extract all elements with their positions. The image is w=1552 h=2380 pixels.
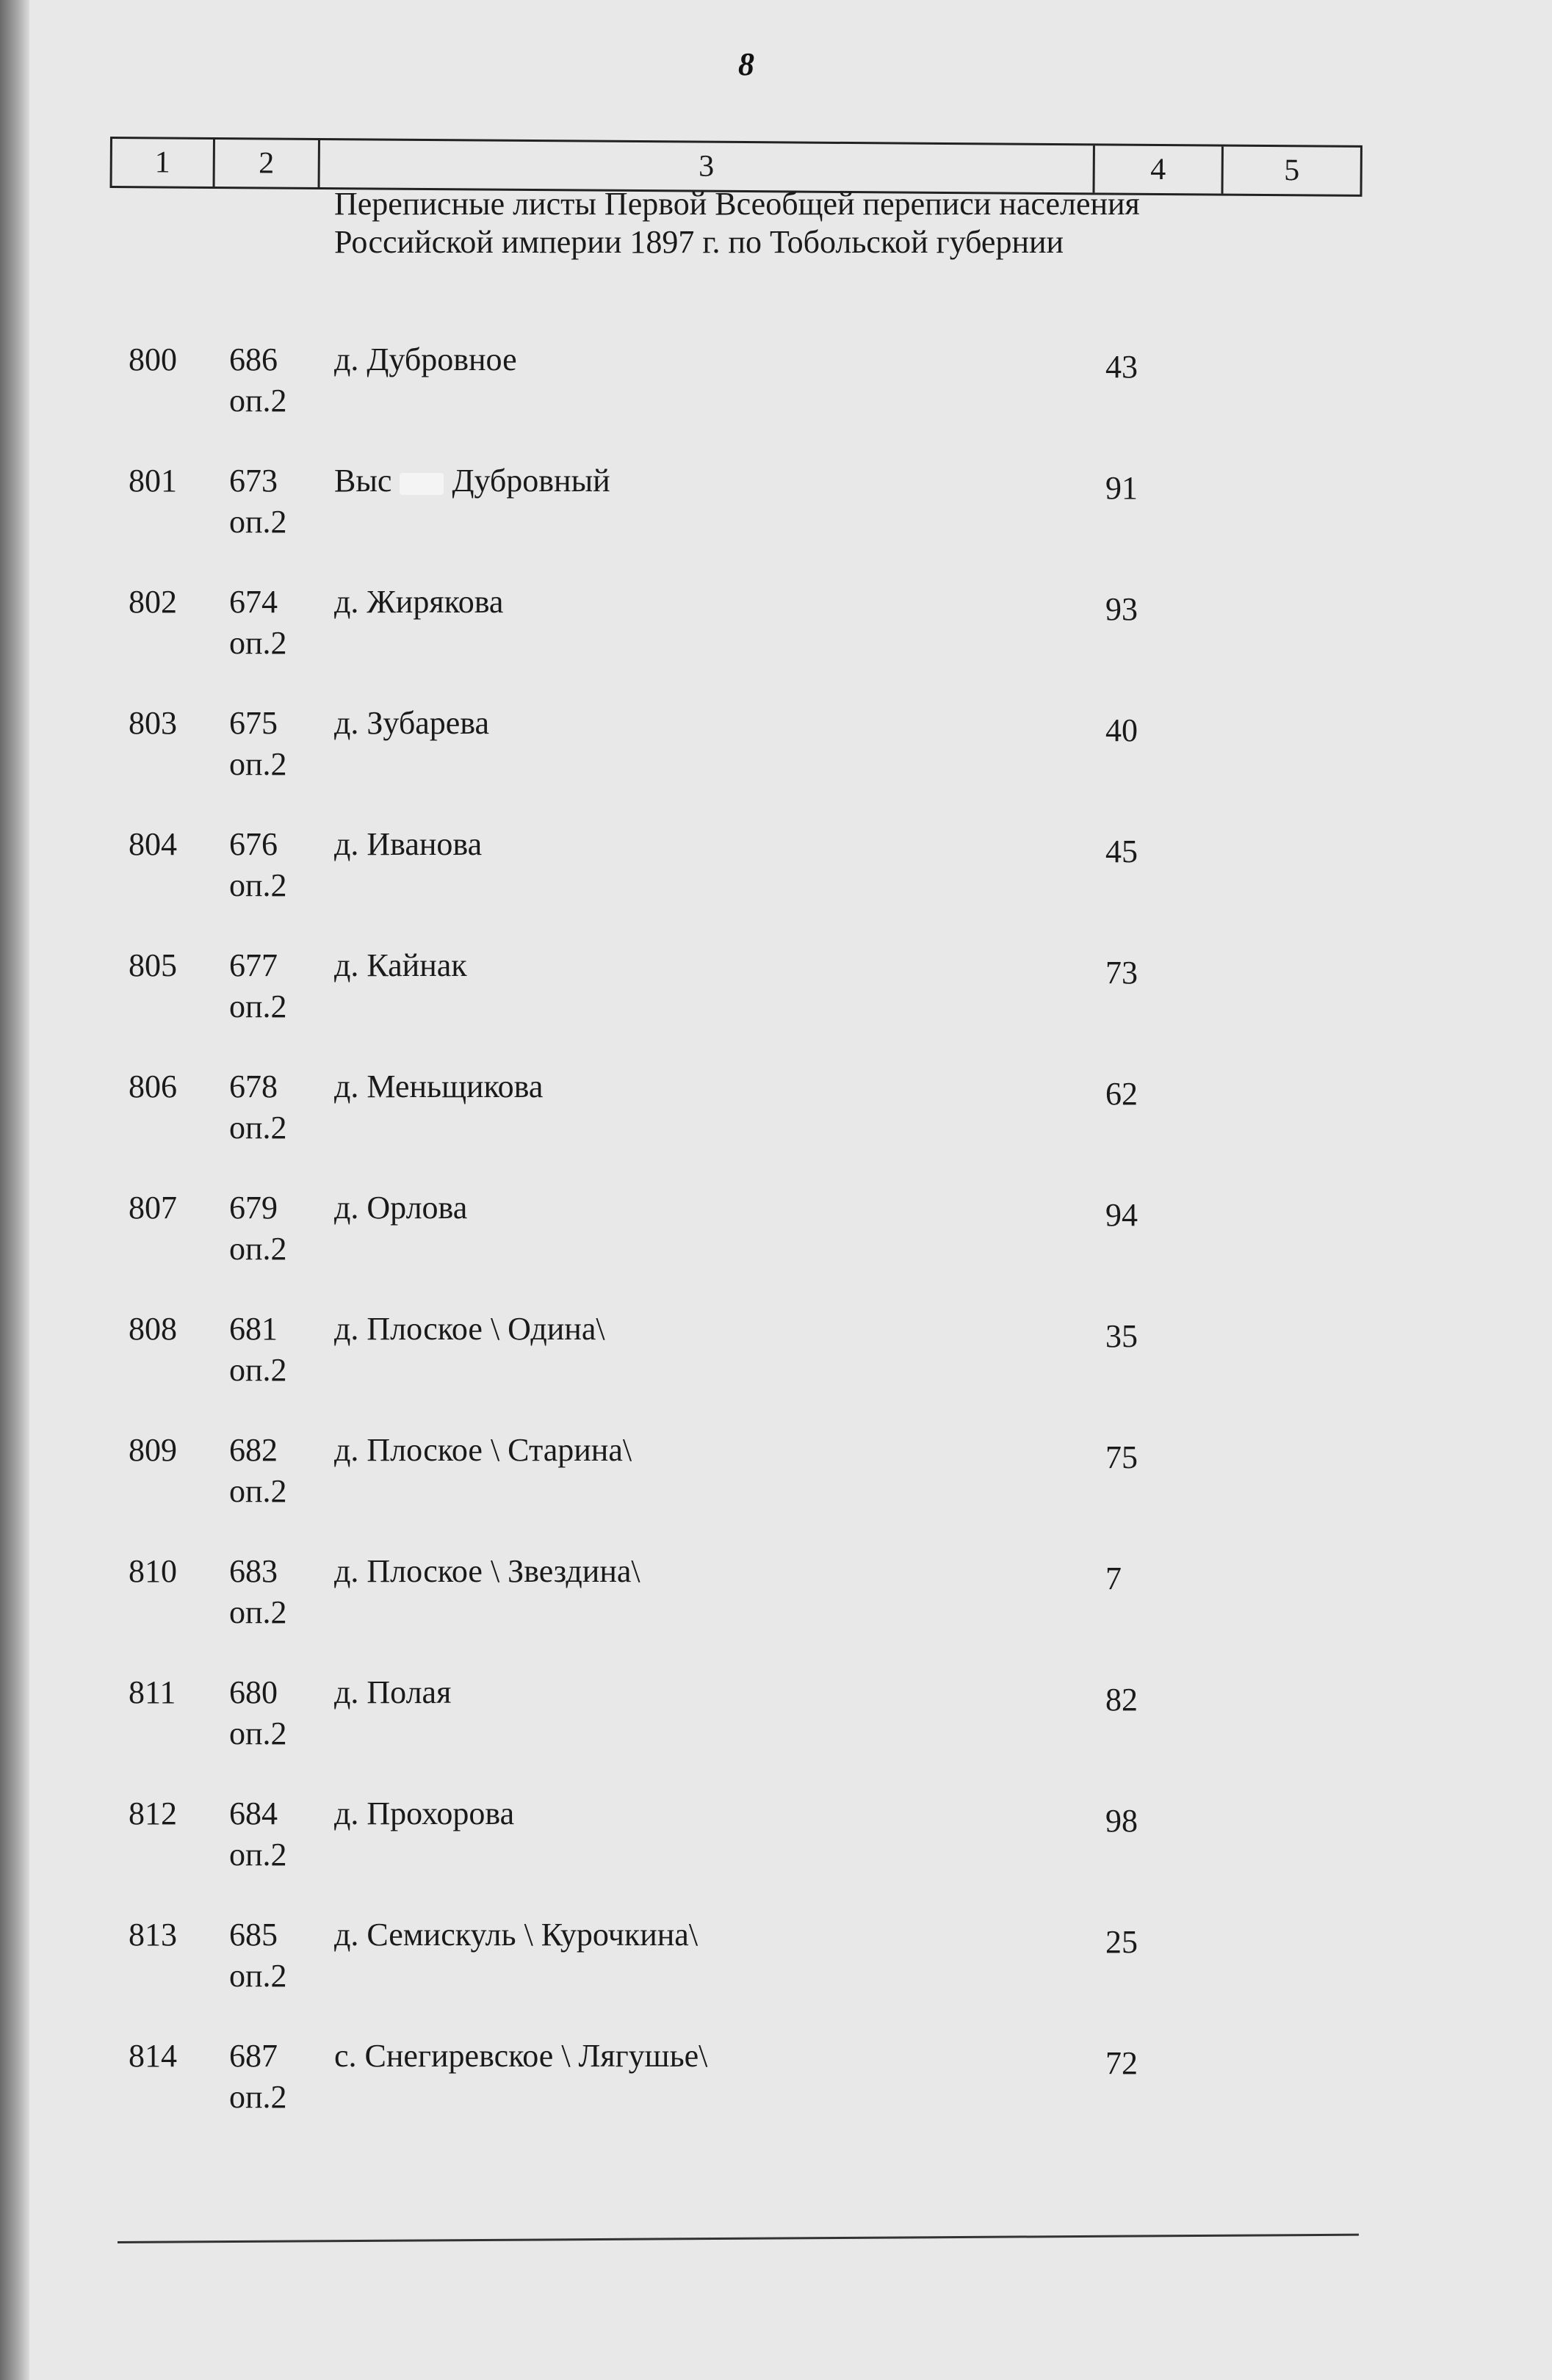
- settlement-name: д. Полая: [334, 1674, 452, 1710]
- archive-ref: 685 оп.2: [229, 1917, 287, 1994]
- sheet-count: 45: [1105, 833, 1138, 869]
- sheet-count: 94: [1105, 1197, 1138, 1233]
- table-row: [0, 1430, 1552, 1518]
- row-number: 806: [129, 1068, 177, 1104]
- sheet-count: 35: [1105, 1318, 1138, 1354]
- bottom-rule: [118, 2234, 1359, 2243]
- table-row: [0, 703, 1552, 791]
- redaction-mark: [400, 473, 444, 495]
- table-row: [0, 1187, 1552, 1276]
- settlement-name: д. Иванова: [334, 826, 483, 862]
- section-title: Переписные листы Первой Всеобщей переписи населения Российской империи 1897 г. по Тобольской губернии: [334, 186, 1140, 260]
- sheet-count: 40: [1105, 712, 1138, 748]
- row-number: 812: [129, 1795, 177, 1831]
- sheet-count: 72: [1105, 2045, 1138, 2081]
- table-row: [0, 1309, 1552, 1397]
- archive-ref: 679 оп.2: [229, 1190, 287, 1267]
- row-number: 801: [129, 463, 177, 499]
- sheet-count: 43: [1105, 349, 1138, 385]
- sheet-count: 75: [1105, 1439, 1138, 1475]
- sheet-count: 82: [1105, 1682, 1138, 1718]
- table-row: [0, 1793, 1552, 1881]
- row-number: 807: [129, 1190, 177, 1226]
- table-row: [0, 1066, 1552, 1154]
- table-row: [0, 1672, 1552, 1760]
- archive-ref: 686 оп.2: [229, 341, 287, 419]
- table-row: [0, 945, 1552, 1033]
- header-col-1: 1: [112, 139, 215, 187]
- table-row: [0, 824, 1552, 912]
- row-number: 808: [129, 1311, 177, 1347]
- header-col-4: 4: [1094, 145, 1223, 193]
- archive-ref: 687 оп.2: [229, 2038, 287, 2115]
- settlement-name: Выс Дубровный: [334, 463, 610, 499]
- row-number: 810: [129, 1553, 177, 1589]
- row-number: 805: [129, 947, 177, 983]
- archive-ref: 678 оп.2: [229, 1068, 287, 1146]
- sheet-count: 7: [1105, 1560, 1122, 1596]
- row-number: 811: [129, 1674, 176, 1710]
- row-number: 803: [129, 705, 177, 741]
- archive-ref: 684 оп.2: [229, 1795, 287, 1873]
- row-number: 804: [129, 826, 177, 862]
- table-row: [0, 460, 1552, 549]
- settlement-name: д. Кайнак: [334, 947, 467, 983]
- settlement-name: с. Снегиревское \ Лягушье\: [334, 2038, 708, 2074]
- table-row: [0, 1551, 1552, 1639]
- archive-ref: 673 оп.2: [229, 463, 287, 540]
- archive-ref: 682 оп.2: [229, 1432, 287, 1509]
- sheet-count: 91: [1105, 470, 1138, 506]
- settlement-name: д. Плоское \ Звездина\: [334, 1553, 640, 1589]
- settlement-name: д. Зубарева: [334, 705, 490, 741]
- header-col-3: 3: [320, 140, 1095, 192]
- row-number: 809: [129, 1432, 177, 1468]
- header-col-2: 2: [215, 140, 320, 187]
- table-row: [0, 339, 1552, 427]
- row-number: 814: [129, 2038, 177, 2074]
- sheet-count: 62: [1105, 1076, 1138, 1112]
- sheet-count: 73: [1105, 955, 1138, 991]
- settlement-name: д. Плоское \ Одина\: [334, 1311, 605, 1347]
- sheet-count: 98: [1105, 1803, 1138, 1839]
- table-row: [0, 582, 1552, 670]
- table-row: [0, 2036, 1552, 2124]
- archive-ref: 683 оп.2: [229, 1553, 287, 1630]
- archive-ref: 674 оп.2: [229, 584, 287, 661]
- archive-ref: 677 оп.2: [229, 947, 287, 1024]
- row-number: 800: [129, 341, 177, 377]
- sheet-count: 93: [1105, 591, 1138, 627]
- settlement-name: д. Дубровное: [334, 341, 517, 377]
- archive-ref: 681 оп.2: [229, 1311, 287, 1388]
- archive-ref: 675 оп.2: [229, 705, 287, 782]
- sheet-count: 25: [1105, 1924, 1138, 1960]
- row-number: 813: [129, 1917, 177, 1953]
- row-number: 802: [129, 584, 177, 620]
- settlement-name: д. Орлова: [334, 1190, 468, 1226]
- settlement-name: д. Меньщикова: [334, 1068, 544, 1104]
- header-col-5: 5: [1284, 153, 1300, 188]
- settlement-name: д. Прохорова: [334, 1795, 515, 1831]
- settlement-name: д. Плоское \ Старина\: [334, 1432, 632, 1468]
- archive-ref: 680 оп.2: [229, 1674, 287, 1751]
- page-number: 8: [738, 46, 754, 82]
- settlement-name: д. Жирякова: [334, 584, 504, 620]
- table-row: [0, 1914, 1552, 2003]
- archive-ref: 676 оп.2: [229, 826, 287, 903]
- settlement-name: д. Семискуль \ Курочкина\: [334, 1917, 699, 1953]
